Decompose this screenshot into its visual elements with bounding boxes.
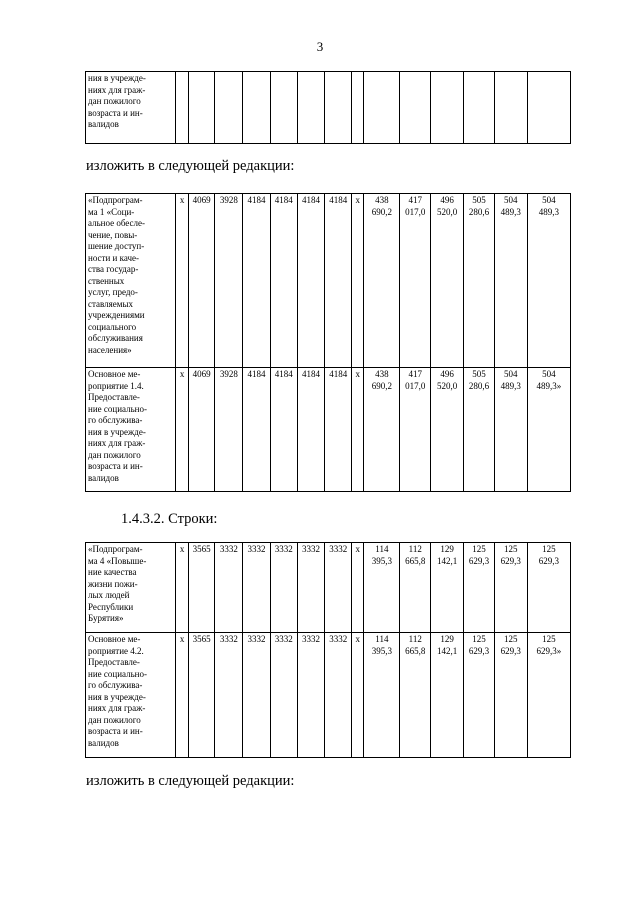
name-line: роприятие 1.4. (88, 380, 144, 391)
amount-line: 017,0 (405, 380, 426, 391)
amount-cell (527, 543, 570, 633)
paragraph-edit-note-1: изложить в следующей редакции: (86, 158, 295, 174)
name-line: валидов (88, 119, 119, 129)
amount-line: 690,2 (371, 206, 392, 217)
amount-line: 017,0 (405, 206, 426, 217)
value-cell: x (352, 633, 364, 758)
value-cell: 3332 (243, 633, 271, 758)
name-line: ния в учрежде- (88, 426, 146, 437)
empty-cell (325, 72, 352, 144)
value-cell: x (176, 194, 188, 368)
amount-cell (494, 368, 527, 492)
name-line: ставляемых (88, 298, 134, 309)
name-line: «Подпрограм- (88, 544, 143, 554)
table-subprogram-4 (85, 542, 571, 758)
amount-line: 520,0 (436, 380, 458, 391)
amount-line: 114 (375, 634, 389, 644)
amount-line: 505 (472, 195, 486, 205)
empty-cell (297, 72, 325, 144)
section-heading: 1.4.3.2. Строки: (121, 511, 218, 527)
value-cell: 4184 (243, 194, 271, 368)
amount-line: 129 (440, 544, 454, 554)
amount-line: 417 (408, 195, 422, 205)
name-line: ниях для граж- (88, 84, 146, 95)
table-row (86, 194, 571, 368)
value-cell: 3565 (188, 543, 215, 633)
name-line: Бурятия» (88, 613, 124, 623)
table-subprogram-1 (85, 193, 571, 492)
name-line: лых людей (88, 590, 130, 600)
name-line: ние социально- (88, 403, 147, 414)
name-line: жизни пожи- (88, 578, 138, 589)
value-cell: 4184 (270, 368, 297, 492)
name-line: населения» (88, 344, 132, 355)
table-row (86, 633, 571, 758)
paragraph-edit-note-2: изложить в следующей редакции: (86, 773, 295, 789)
name-line: ма 4 «Повыше- (88, 555, 147, 566)
value-cell: 3332 (270, 543, 297, 633)
name-line: возраста и ин- (88, 107, 143, 118)
row-name-cell (86, 72, 176, 144)
amount-line: 505 (472, 369, 486, 379)
empty-cell (464, 72, 495, 144)
amount-cell (527, 194, 570, 368)
amount-line: 629,3 (500, 555, 521, 566)
name-line: Республики (88, 601, 134, 612)
value-cell: 4184 (325, 368, 352, 492)
amount-cell (364, 194, 400, 368)
empty-cell (431, 72, 464, 144)
value-cell: 3565 (188, 633, 215, 758)
name-line: ма 1 «Соци- (88, 206, 135, 217)
page-number: 3 (316, 39, 324, 54)
amount-cell (400, 368, 431, 492)
name-line: ниях для граж- (88, 703, 146, 713)
empty-cell (270, 72, 297, 144)
amount-line: 142,1 (436, 555, 458, 566)
value-cell: 3928 (215, 368, 243, 492)
empty-cell (188, 72, 215, 144)
table-row (86, 543, 571, 633)
name-line: обслуживания (88, 333, 143, 343)
amount-line: 504 (542, 195, 556, 205)
name-line: «Подпрограм- (88, 195, 143, 205)
amount-cell (464, 194, 495, 368)
amount-line: 395,3 (371, 555, 392, 566)
value-cell: 3332 (215, 633, 243, 758)
value-cell: 3332 (215, 543, 243, 633)
name-line: Основное ме- (88, 634, 141, 644)
name-line: ства государ- (88, 264, 139, 274)
name-line: роприятие 4.2. (88, 645, 144, 656)
value-cell: 4069 (188, 368, 215, 492)
name-line: возраста и ин- (88, 461, 143, 471)
amount-cell (431, 368, 464, 492)
amount-line: 125 (472, 634, 486, 644)
amount-cell (431, 633, 464, 758)
value-cell: 4184 (270, 194, 297, 368)
amount-line: 280,6 (468, 380, 490, 391)
value-cell: 3332 (325, 633, 352, 758)
amount-line: 629,3 (538, 555, 559, 566)
amount-cell (494, 633, 527, 758)
amount-cell (400, 633, 431, 758)
amount-cell (431, 194, 464, 368)
amount-line: 395,3 (371, 645, 392, 656)
empty-cell (527, 72, 570, 144)
value-cell: x (176, 633, 188, 758)
amount-line: 489,3» (536, 380, 562, 391)
empty-cell (243, 72, 271, 144)
table-row (86, 368, 571, 492)
amount-line: 280,6 (468, 206, 490, 217)
value-cell: 3332 (325, 543, 352, 633)
name-line: социального (88, 321, 137, 332)
name-line: ности и каче- (88, 252, 139, 263)
amount-cell (494, 194, 527, 368)
name-line: дан пожилого (88, 449, 141, 460)
amount-line: 496 (440, 369, 454, 379)
amount-cell (494, 543, 527, 633)
name-line: альное обесле- (88, 218, 145, 228)
amount-line: 112 (408, 634, 422, 644)
amount-line: 129 (440, 634, 454, 644)
name-line: валидов (88, 737, 119, 748)
amount-line: 142,1 (436, 645, 458, 656)
name-line: валидов (88, 472, 119, 483)
name-line: услуг, предо- (88, 287, 138, 297)
amount-line: 125 (542, 544, 556, 554)
value-cell: 4184 (325, 194, 352, 368)
row-name-cell (86, 194, 176, 368)
name-line: ния в учрежде- (88, 73, 146, 83)
amount-line: 489,3 (538, 206, 559, 217)
name-line: дан пожилого (88, 96, 141, 106)
amount-line: 125 (542, 634, 556, 644)
value-cell: x (352, 368, 364, 492)
row-name-cell (86, 633, 176, 758)
amount-line: 114 (375, 544, 389, 554)
name-line: шение доступ- (88, 241, 145, 251)
amount-line: 438 (375, 195, 389, 205)
amount-cell (400, 543, 431, 633)
value-cell: 4184 (297, 194, 325, 368)
amount-line: 125 (504, 544, 518, 554)
name-line: Предоставле- (88, 657, 140, 667)
amount-line: 629,3 (468, 645, 490, 656)
name-line: ние социально- (88, 668, 147, 679)
amount-line: 504 (504, 195, 518, 205)
amount-line: 496 (440, 195, 454, 205)
amount-line: 112 (408, 544, 422, 554)
name-line: ниях для граж- (88, 438, 146, 448)
amount-cell (464, 368, 495, 492)
name-line: ственных (88, 275, 125, 286)
amount-cell (431, 543, 464, 633)
name-line: учреждениями (88, 310, 145, 320)
value-cell: 4069 (188, 194, 215, 368)
amount-line: 125 (504, 634, 518, 644)
amount-line: 629,3» (536, 645, 562, 656)
table-row (86, 72, 571, 144)
amount-line: 629,3 (468, 555, 490, 566)
empty-cell (352, 72, 364, 144)
amount-line: 504 (504, 369, 518, 379)
empty-cell (400, 72, 431, 144)
name-line: го обслужива- (88, 680, 143, 690)
name-line: ние качества (88, 567, 137, 577)
value-cell: 4184 (297, 368, 325, 492)
empty-cell (494, 72, 527, 144)
empty-cell (364, 72, 400, 144)
amount-line: 125 (472, 544, 486, 554)
amount-line: 629,3 (500, 645, 521, 656)
name-line: возраста и ин- (88, 726, 143, 736)
value-cell: 3332 (297, 633, 325, 758)
row-name-cell (86, 543, 176, 633)
amount-cell (364, 368, 400, 492)
amount-cell (364, 633, 400, 758)
amount-cell (527, 633, 570, 758)
name-line: го обслужива- (88, 415, 143, 425)
value-cell: 3332 (297, 543, 325, 633)
value-cell: 3332 (270, 633, 297, 758)
empty-cell (215, 72, 243, 144)
amount-line: 665,8 (405, 555, 426, 566)
amount-cell (527, 368, 570, 492)
value-cell: 3928 (215, 194, 243, 368)
name-line: ния в учрежде- (88, 691, 146, 702)
value-cell: x (352, 543, 364, 633)
value-cell: x (176, 543, 188, 633)
name-line: Предоставле- (88, 392, 140, 402)
name-line: Основное ме- (88, 369, 141, 379)
amount-cell (400, 194, 431, 368)
amount-line: 438 (375, 369, 389, 379)
value-cell: x (176, 368, 188, 492)
value-cell: 4184 (243, 368, 271, 492)
empty-cell (176, 72, 188, 144)
amount-cell (464, 633, 495, 758)
amount-cell (364, 543, 400, 633)
name-line: дан пожилого (88, 714, 141, 725)
name-line: чение, повы- (88, 229, 138, 240)
amount-line: 665,8 (405, 645, 426, 656)
amount-line: 417 (408, 369, 422, 379)
value-cell: x (352, 194, 364, 368)
amount-cell (464, 543, 495, 633)
amount-line: 489,3 (500, 206, 521, 217)
table-fragment (85, 71, 571, 144)
amount-line: 690,2 (371, 380, 392, 391)
row-name-cell (86, 368, 176, 492)
amount-line: 504 (542, 369, 556, 379)
amount-line: 520,0 (436, 206, 458, 217)
amount-line: 489,3 (500, 380, 521, 391)
value-cell: 3332 (243, 543, 271, 633)
